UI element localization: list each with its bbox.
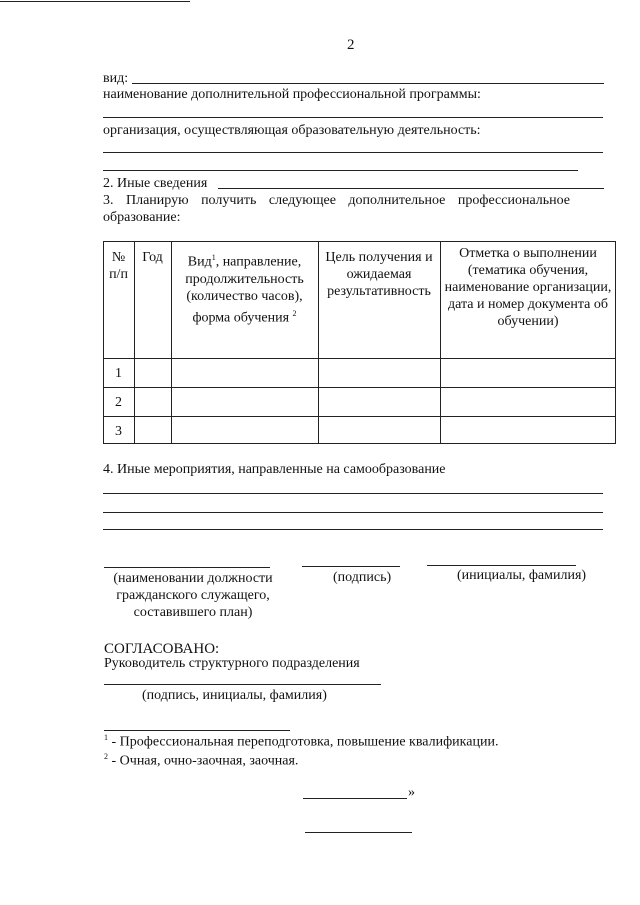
signature-caption: (подпись) xyxy=(333,570,392,585)
position-signature-line[interactable] xyxy=(104,567,270,568)
program-name-label: наименование дополнительной профессиональной программы: xyxy=(103,87,481,102)
date-input-line[interactable] xyxy=(303,798,407,799)
approval-title: СОГЛАСОВАНО: xyxy=(104,641,220,657)
date-close-quote: » xyxy=(408,785,415,800)
organization-label: организация, осуществляющая образовательную деятельность: xyxy=(103,123,481,138)
footnote-1: $^1$ - Профессиональная переподготовка, повышение квалификации. xyxy=(104,733,499,750)
header-mark: Отметка о выполнении (тематика обучения, наименование организации, дата и номер документа об обучении) xyxy=(444,246,612,329)
section4-input-line-3[interactable] xyxy=(103,529,603,530)
bottom-input-line[interactable] xyxy=(305,832,412,833)
section3-text-line2: образование: xyxy=(103,210,181,225)
organization-input-line-2[interactable] xyxy=(103,170,578,171)
header-num: № п/п xyxy=(109,250,128,282)
vid-input-line[interactable] xyxy=(132,83,604,84)
page-number: 2 xyxy=(347,37,355,53)
header-type: Вид$^1$, направление, продолжительность (количество часов), форма обучения $^2$ xyxy=(185,253,304,326)
section3-text-line1: 3. Планирую получить следующее дополнительное профессиональное xyxy=(103,193,571,208)
section4-title: 4. Иные мероприятия, направленные на самообразование xyxy=(103,462,446,477)
signature-line[interactable] xyxy=(302,566,400,567)
program-name-input-line[interactable] xyxy=(103,117,603,118)
approval-head: Руководитель структурного подразделения xyxy=(104,656,360,671)
other-info-label: 2. Иные сведения xyxy=(103,176,208,191)
approval-caption: (подпись, инициалы, фамилия) xyxy=(142,688,327,703)
table-row-number: 3 xyxy=(115,424,122,439)
other-info-input-line[interactable] xyxy=(218,188,604,189)
table-row-number: 1 xyxy=(115,366,122,381)
table-row-number: 2 xyxy=(115,395,122,410)
section4-input-line-2[interactable] xyxy=(103,512,603,513)
header-year: Год xyxy=(142,250,163,265)
footnote-separator xyxy=(104,730,290,731)
top-border-line xyxy=(0,1,190,2)
initials-caption: (инициалы, фамилия) xyxy=(457,568,587,583)
position-caption: (наименовании должности гражданского служащего, составившего план) xyxy=(113,571,273,620)
approval-signature-line[interactable] xyxy=(104,684,381,685)
footnote-2: $^2$ - Очная, очно-заочная, заочная. xyxy=(104,752,299,769)
section4-input-line-1[interactable] xyxy=(103,493,603,494)
organization-input-line-1[interactable] xyxy=(103,152,603,153)
initials-line[interactable] xyxy=(427,565,576,566)
plan-table xyxy=(103,241,616,444)
vid-label: вид: xyxy=(103,71,129,86)
header-goal: Цель получения и ожидаемая результативность xyxy=(325,250,433,299)
